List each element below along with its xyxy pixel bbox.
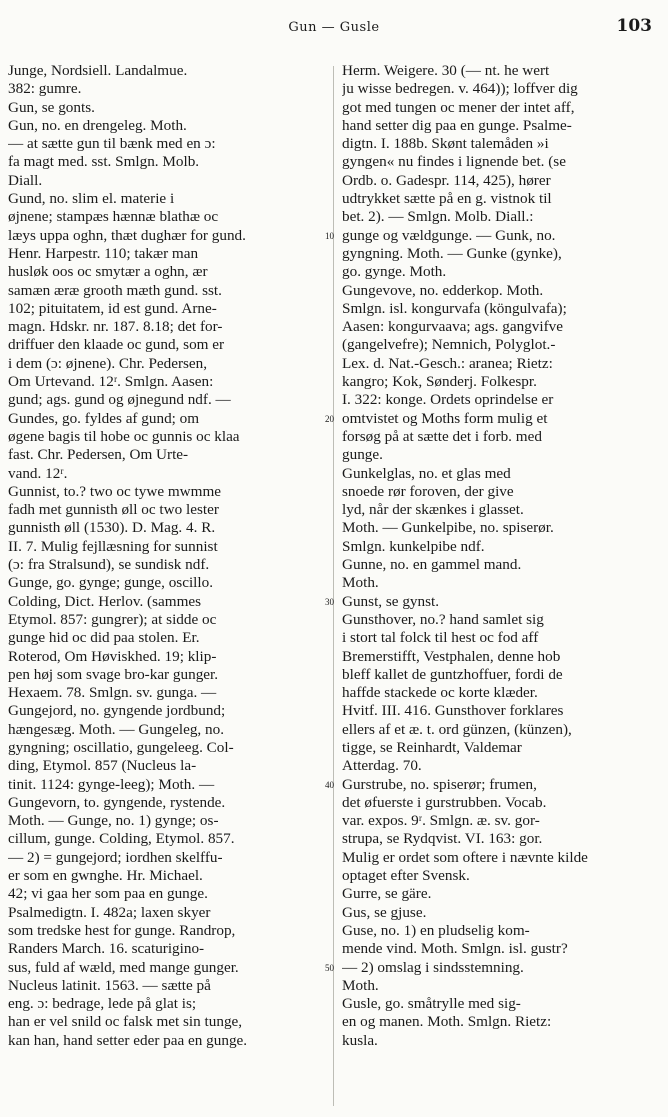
text-line: gyngning; oscillatio, gungeleeg. Col- (8, 738, 234, 756)
text-line: Gunge, go. gynge; gunge, oscillo. (8, 574, 214, 592)
text-line: kangro; Kok, Sønderj. Folkespr. (342, 373, 537, 391)
text-line: en og manen. Moth. Smlgn. Rietz: (342, 1013, 552, 1031)
text-line: husløk oos oc smytær a oghn, ær (8, 263, 208, 281)
text-line: mende vind. Moth. Smlgn. isl. gustr? (342, 940, 568, 958)
text-line: Hvitf. III. 416. Gunsthover forklares (342, 702, 564, 720)
text-line: sus, fuld af wæld, med mange gunger. (8, 958, 239, 976)
text-line: Guse, no. 1) en pludselig kom- (342, 921, 530, 939)
text-line: — 2) omslag i sindsstemning. (342, 958, 524, 976)
text-line: det øfuerste i gurstrubben. Vocab. (342, 793, 547, 811)
text-line: Moth. — Gunge, no. 1) gynge; os- (8, 812, 219, 830)
text-line: Roterod, Om Høviskhed. 19; klip- (8, 647, 217, 665)
text-line: gunnisth øll (1530). D. Mag. 4. R. (8, 519, 216, 537)
line-number: 20 (325, 413, 334, 424)
text-line: Ordb. o. Gadespr. 114, 425), hører (342, 171, 551, 189)
text-line: Om Urtevand. 12ʳ. Smlgn. Aasen: (8, 373, 214, 391)
text-line: strupa, se Rydqvist. VI. 163: gor. (342, 830, 543, 848)
text-line: Gus, se gjuse. (342, 903, 427, 921)
text-line: fadh met gunnisth øll oc two lester (8, 501, 219, 519)
text-line: fa magt med. sst. Smlgn. Molb. (8, 153, 200, 171)
text-line: digtn. I. 188b. Skønt talemåden »i (342, 135, 549, 153)
text-line: ellers af et æ. t. ord günzen, (künzen), (342, 720, 572, 738)
text-line: som tredske hest for gunge. Randrop, (8, 921, 236, 939)
text-line: 42; vi gaa her som paa en gunge. (8, 885, 208, 903)
text-line: Aasen: kongurvaava; ags. gangvifve (342, 318, 563, 336)
text-line: Junge, Nordsiell. Landalmue. (8, 62, 188, 79)
page-header (0, 10, 668, 38)
text-line: omtvistet og Moths form mulig et (342, 409, 548, 427)
text-line: optaget efter Svensk. (342, 867, 470, 885)
text-line: Gusle, go. småtrylle med sig- (342, 995, 521, 1013)
text-line: gyngen« nu findes i lignende bet. (se (342, 153, 566, 171)
left-column (8, 62, 324, 1050)
running-title: Gun — Gusle (288, 20, 380, 35)
text-line: 382: gumre. (8, 80, 82, 98)
text-line: udtrykket sætte på en g. vistnok til (342, 190, 552, 208)
text-line: gund; ags. gund og øjnegund ndf. — (8, 391, 231, 409)
text-line: forsøg på at sætte det i forb. med (342, 427, 542, 445)
text-line: Henr. Harpestr. 110; takær man (8, 244, 199, 262)
text-line: Gunnist, to.? two oc tywe mwmme (8, 482, 222, 500)
text-line: Diall. (8, 171, 43, 189)
text-line: eng. ɔ: bedrage, lede på glat is; (8, 995, 197, 1013)
text-line: Nucleus latinit. 1563. — sætte på (8, 976, 211, 994)
text-line: Atterdag. 70. (342, 757, 422, 775)
text-line: i dem (ɔ: øjnene). Chr. Pedersen, (8, 354, 208, 372)
text-line: Gund, no. slim el. materie i (8, 190, 175, 208)
text-line: Gunne, no. en gammel mand. (342, 556, 522, 574)
line-number: 40 (325, 779, 334, 790)
text-line: magn. Hdskr. nr. 187. 8.18; det for- (8, 318, 223, 336)
text-line: got med tungen oc mener der intet aff, (342, 98, 575, 116)
text-line: Gungejord, no. gyngende jordbund; (8, 702, 226, 720)
line-number: 10 (325, 230, 334, 241)
text-line: Gurre, se gäre. (342, 885, 432, 903)
text-line: hand setter dig paa en gunge. Psalme- (342, 116, 572, 134)
column-divider (333, 66, 334, 1106)
text-line: hængesæg. Moth. — Gungeleg, no. (8, 720, 224, 738)
text-line: 102; pituitatem, id est gund. Arne- (8, 299, 217, 317)
text-line: bleff kallet de guntzhoffuer, fordi de (342, 665, 563, 683)
line-number: 30 (325, 596, 334, 607)
text-line: lyd, når der skænkes i glasset. (342, 501, 524, 519)
text-line: cillum, gunge. Colding, Etymol. 857. (8, 830, 235, 848)
text-line: samæn æræ grooth mæth gund. sst. (8, 281, 222, 299)
text-line: — 2) = gungejord; iordhen skelffu- (8, 848, 223, 866)
text-line: go. gynge. Moth. (342, 263, 447, 281)
text-line: Smlgn. kunkelpibe ndf. (342, 537, 485, 555)
right-column (342, 62, 662, 1050)
text-line: Gunkelglas, no. et glas med (342, 464, 511, 482)
text-line: ding, Etymol. 857 (Nucleus la- (8, 757, 197, 775)
text-line: han er vel snild oc falsk met sin tunge, (8, 1013, 243, 1031)
text-line: vand. 12ʳ. (8, 464, 68, 482)
text-line: snoede rør foroven, der give (342, 482, 514, 500)
text-line: fast. Chr. Pedersen, Om Urte- (8, 446, 189, 464)
text-line: Bremerstifft, Vestphalen, denne hob (342, 647, 561, 665)
text-line: Moth. (342, 976, 379, 994)
text-line: Gungevorn, to. gyngende, rystende. (8, 793, 226, 811)
text-line: gunge og vældgunge. — Gunk, no. (342, 226, 556, 244)
text-line: Gun, se gonts. (8, 98, 95, 116)
text-line: Hexaem. 78. Smlgn. sv. gunga. — (8, 684, 217, 702)
text-line: tinit. 1124: gynge-leeg); Moth. — (8, 775, 215, 793)
text-line: I. 322: konge. Ordets oprindelse er (342, 391, 554, 409)
text-line: Colding, Dict. Herlov. (sammes (8, 592, 202, 610)
text-line: Gurstrube, no. spiserør; frumen, (342, 775, 537, 793)
text-line: kan han, hand setter eder paa en gunge. (8, 1031, 248, 1049)
text-line: Gungevove, no. edderkop. Moth. (342, 281, 544, 299)
text-line: bet. 2). — Smlgn. Molb. Diall.: (342, 208, 534, 226)
text-line: — at sætte gun til bænk med en ɔ: (8, 135, 216, 153)
text-line: haffde stackede oc korte klæder. (342, 684, 538, 702)
text-line: Randers March. 16. scaturigino- (8, 940, 205, 958)
text-line: Herm. Weigere. 30 (— nt. he wert (342, 62, 550, 79)
text-line: (ɔ: fra Stralsund), se sundisk ndf. (8, 556, 210, 574)
line-number: 50 (325, 962, 334, 973)
text-line: øjnene; stampæs hænnæ blathæ oc (8, 208, 219, 226)
text-line: Gundes, go. fyldes af gund; om (8, 409, 200, 427)
text-line: Lex. d. Nat.-Gesch.: aranea; Rietz: (342, 354, 553, 372)
text-line: Moth. — Gunkelpibe, no. spiserør. (342, 519, 554, 537)
text-line: gunge. (342, 446, 383, 464)
text-line: pen høj som svage bro-kar gunger. (8, 665, 219, 683)
text-line: Moth. (342, 574, 379, 592)
text-line: Psalmedigtn. I. 482a; laxen skyer (8, 903, 211, 921)
text-line: tigge, se Reinhardt, Valdemar (342, 738, 522, 756)
text-line: er som en gwnghe. Hr. Michael. (8, 867, 203, 885)
text-line: kusla. (342, 1031, 378, 1049)
text-line: Smlgn. isl. kongurvafa (köngulvafa); (342, 299, 567, 317)
text-line: i stort tal folck til hest oc fod aff (342, 629, 539, 647)
text-line: læys uppa oghn, thæt dughær for gund. (8, 226, 246, 244)
text-line: Gunst, se gynst. (342, 592, 440, 610)
text-line: ju wisse bedregen. v. 464)); loffver dig (342, 80, 578, 98)
text-line: Mulig er ordet som oftere i nævnte kilde (342, 848, 588, 866)
text-line: øgene bagis til hobe oc gunnis oc klaa (8, 427, 240, 445)
text-line: driffuer den klaade oc gund, som er (8, 336, 225, 354)
text-line: (gangelvefre); Nemnich, Polyglot.- (342, 336, 556, 354)
text-line: var. expos. 9ʳ. Smlgn. æ. sv. gor- (342, 812, 540, 830)
text-line: Etymol. 857: gungrer); at sidde oc (8, 610, 217, 628)
text-line: Gunsthover, no.? hand samlet sig (342, 610, 544, 628)
text-line: gunge hid oc did paa stolen. Er. (8, 629, 200, 647)
text-line: II. 7. Mulig fejllæsning for sunnist (8, 537, 218, 555)
text-line: gyngning. Moth. — Gunke (gynke), (342, 244, 562, 262)
page-number: 103 (616, 16, 652, 36)
text-line: Gun, no. en drengeleg. Moth. (8, 116, 187, 134)
